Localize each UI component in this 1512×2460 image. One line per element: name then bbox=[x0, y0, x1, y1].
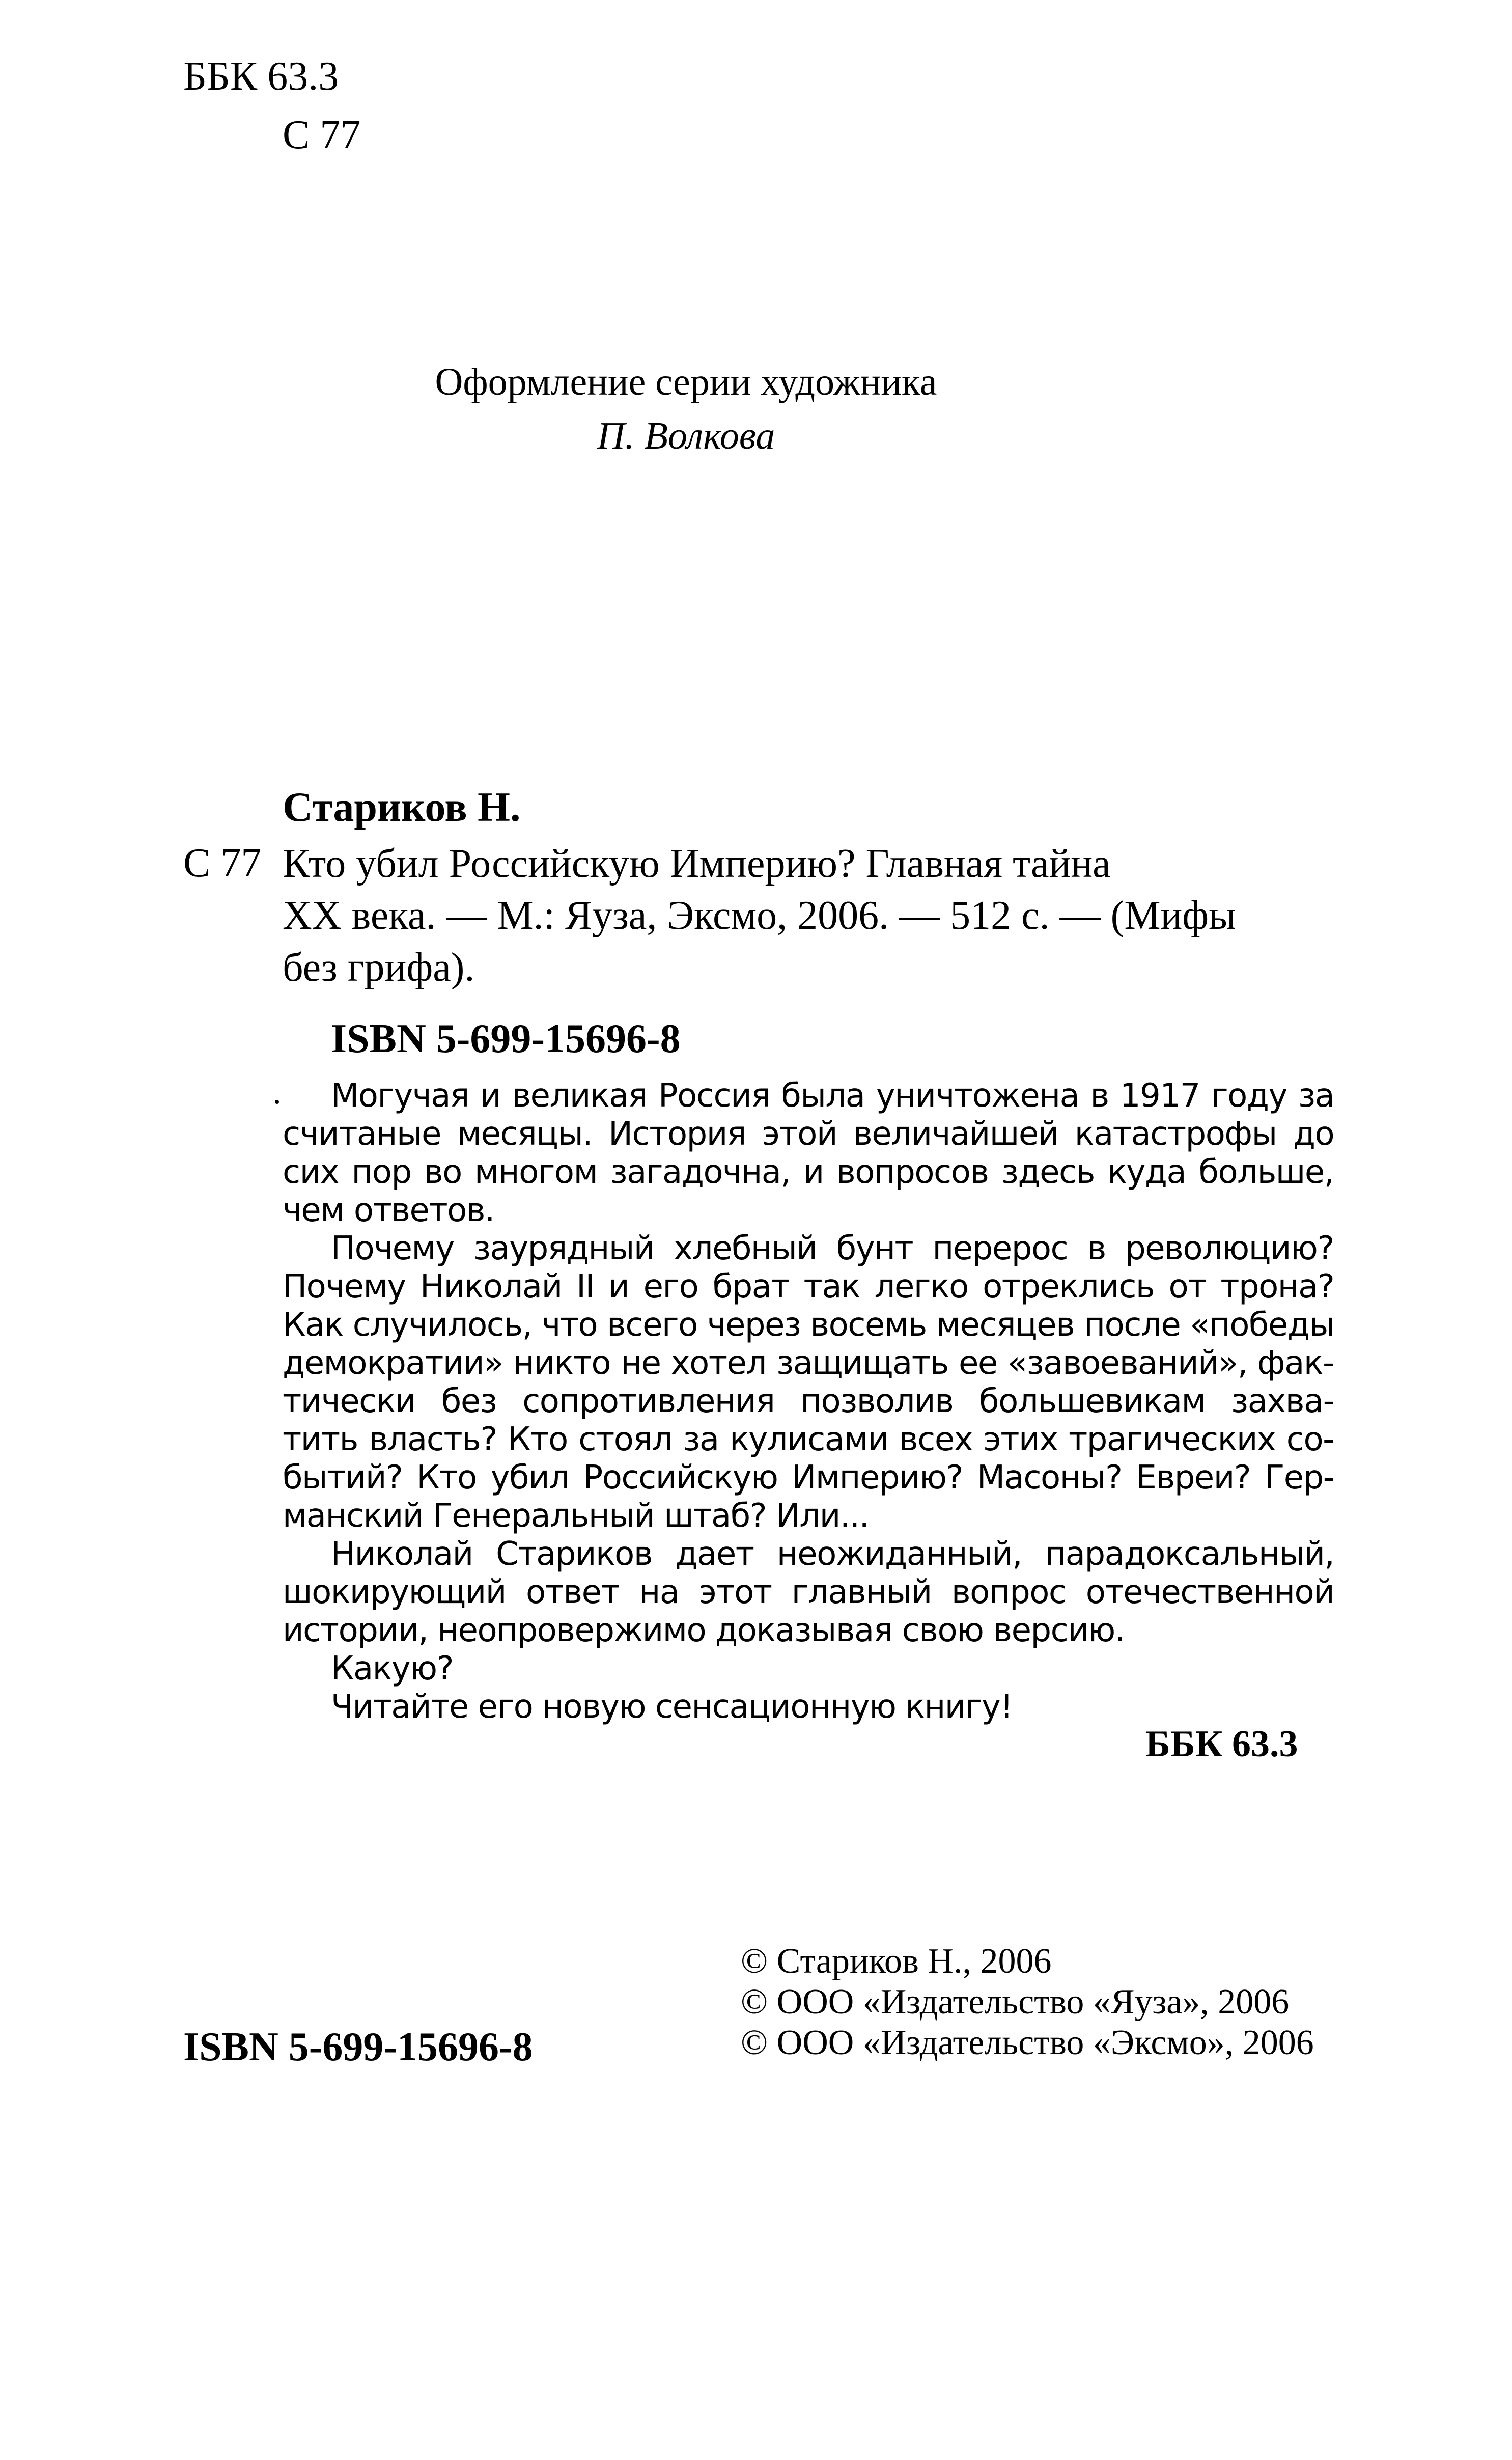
bbk-code-top: ББК 63.3 bbox=[183, 54, 339, 99]
annotation-line: Какую? bbox=[331, 1650, 454, 1688]
annotation-line: шокирующий ответ на этот главный вопрос отечественной bbox=[283, 1573, 1334, 1611]
annotation-line: сих пор во многом загадочна, и вопросов здесь куда больше, bbox=[283, 1153, 1334, 1191]
annotation-line: Как случилось, что всего через восемь месяцев после «победы bbox=[283, 1306, 1334, 1344]
bbk-code-annotation: ББК 63.3 bbox=[1145, 1723, 1298, 1765]
annotation-line: манский Генеральный штаб? Или... bbox=[283, 1497, 869, 1535]
annotation-line: Почему заурядный хлебный бунт перерос в революцию? bbox=[331, 1230, 1334, 1267]
entry-line: Кто убил Российскую Империю? Главная тайна bbox=[283, 841, 1111, 886]
annotation-line: считаные месяцы. История этой величайшей катастрофы до bbox=[283, 1115, 1334, 1153]
annotation-line: Читайте его новую сенсационную книгу! bbox=[331, 1688, 1013, 1726]
annotation-line: чем ответов. bbox=[283, 1192, 494, 1229]
annotation-line: Почему Николай II и его брат так легко отреклись от трона? bbox=[283, 1268, 1334, 1306]
copyright-line: © ООО «Издательство «Яуза», 2006 bbox=[741, 1982, 1290, 2022]
entry-isbn: ISBN 5-699-15696-8 bbox=[331, 1016, 681, 1061]
artist-name: П. Волкова bbox=[597, 414, 775, 457]
entry-author: Стариков Н. bbox=[283, 784, 521, 830]
annotation-line: Могучая и великая Россия была уничтожена в 1917 году за bbox=[331, 1077, 1334, 1115]
copyright-block bbox=[741, 1941, 1314, 2063]
annotation-line: тить власть? Кто стоял за кулисами всех этих трагических со- bbox=[283, 1421, 1334, 1458]
scan-speck bbox=[275, 1100, 279, 1104]
author-mark-top: С 77 bbox=[283, 113, 361, 157]
entry-line: XX века. — М.: Яуза, Эксмо, 2006. — 512 с. — (Мифы bbox=[283, 893, 1236, 938]
annotation-text bbox=[283, 1077, 1334, 1726]
annotation-line: Николай Стариков дает неожиданный, парадоксальный, bbox=[331, 1535, 1334, 1573]
copyright-line: © ООО «Издательство «Эксмо», 2006 bbox=[741, 2023, 1314, 2062]
annotation-line: истории, неопровержимо доказывая свою версию. bbox=[283, 1612, 1125, 1649]
series-design-credit: Оформление серии художника bbox=[435, 361, 937, 403]
annotation-line: демократии» никто не хотел защищать ее «завоеваний», фак- bbox=[283, 1344, 1334, 1382]
footer-isbn: ISBN 5-699-15696-8 bbox=[183, 2025, 533, 2069]
bibliographic-description bbox=[283, 838, 1334, 993]
entry-line: без грифа). bbox=[283, 945, 475, 990]
entry-author-mark: С 77 bbox=[183, 841, 262, 886]
annotation-line: тически без сопротивления позволив большевикам захва- bbox=[283, 1383, 1334, 1420]
annotation-line: бытий? Кто убил Российскую Империю? Масоны? Евреи? Гер- bbox=[283, 1459, 1334, 1497]
copyright-line: © Стариков Н., 2006 bbox=[741, 1942, 1052, 1981]
